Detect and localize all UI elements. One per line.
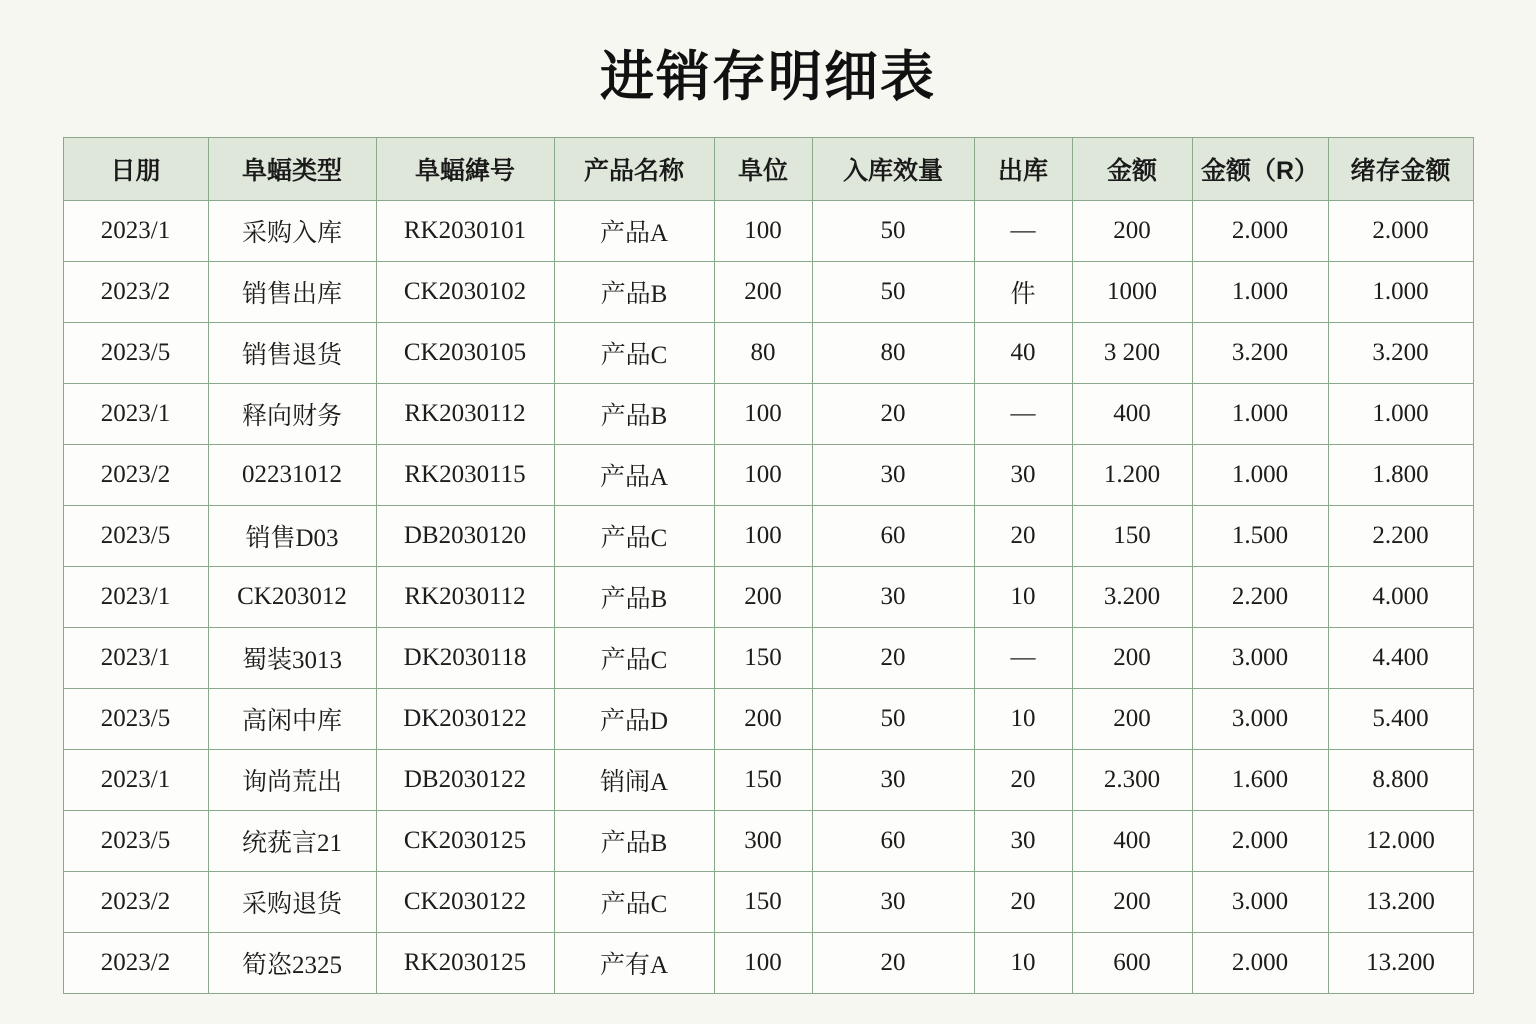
table-cell: 4.400 (1328, 628, 1473, 689)
table-cell: 13.200 (1328, 872, 1473, 933)
table-cell: 销售出库 (208, 262, 376, 323)
table-cell: 2023/5 (63, 323, 208, 384)
table-cell: 2.000 (1192, 201, 1328, 262)
table-cell: 100 (714, 201, 812, 262)
table-cell: 02231012 (208, 445, 376, 506)
table-cell: 20 (974, 750, 1072, 811)
table-cell: 产品B (554, 262, 714, 323)
table-cell: DK2030122 (376, 689, 554, 750)
table-cell: 2023/5 (63, 811, 208, 872)
table-cell: 1.000 (1328, 262, 1473, 323)
table-cell: 8.800 (1328, 750, 1473, 811)
table-cell: 1.600 (1192, 750, 1328, 811)
table-cell: 3 200 (1072, 323, 1192, 384)
table-cell: — (974, 384, 1072, 445)
table-cell: 100 (714, 933, 812, 994)
table-cell: 2023/2 (63, 445, 208, 506)
table-cell: 2023/1 (63, 567, 208, 628)
table-cell: 50 (812, 201, 974, 262)
table-cell: 600 (1072, 933, 1192, 994)
table-cell: 销闹A (554, 750, 714, 811)
table-cell: — (974, 628, 1072, 689)
table-cell: 产品A (554, 445, 714, 506)
table-cell: 件 (974, 262, 1072, 323)
table-cell: 2.300 (1072, 750, 1192, 811)
table-cell: 采购退货 (208, 872, 376, 933)
table-cell: 50 (812, 689, 974, 750)
column-header-inbound-qty: 入库效量 (812, 138, 974, 201)
table-cell: 3.200 (1328, 323, 1473, 384)
table-cell: 1.000 (1328, 384, 1473, 445)
table-cell: 产品C (554, 872, 714, 933)
table-cell: 150 (714, 872, 812, 933)
table-cell: 1.000 (1192, 384, 1328, 445)
table-cell: 3.000 (1192, 872, 1328, 933)
table-cell: 200 (1072, 628, 1192, 689)
table-row (63, 628, 1473, 689)
table-cell: 20 (974, 872, 1072, 933)
table-cell: 50 (812, 262, 974, 323)
table-cell: 30 (812, 445, 974, 506)
table-cell: 2023/1 (63, 628, 208, 689)
table-cell: 产有A (554, 933, 714, 994)
table-cell: CK2030125 (376, 811, 554, 872)
column-header-unit: 阜位 (714, 138, 812, 201)
table-cell: 2023/2 (63, 262, 208, 323)
table-cell: 产品B (554, 567, 714, 628)
table-row (63, 506, 1473, 567)
column-header-amount: 金额 (1072, 138, 1192, 201)
table-cell: 400 (1072, 384, 1192, 445)
table-cell: 1.000 (1192, 445, 1328, 506)
table-cell: 10 (974, 567, 1072, 628)
table-row (63, 689, 1473, 750)
table-cell: 150 (714, 628, 812, 689)
table-cell: 30 (812, 567, 974, 628)
table-cell: 2023/1 (63, 750, 208, 811)
table-row (63, 750, 1473, 811)
table-cell: CK2030105 (376, 323, 554, 384)
table-cell: 产品B (554, 384, 714, 445)
table-header-row (63, 138, 1473, 201)
table-cell: RK2030112 (376, 384, 554, 445)
table-cell: 2.000 (1192, 811, 1328, 872)
table-row (63, 567, 1473, 628)
table-cell: RK2030101 (376, 201, 554, 262)
table-cell: 2023/1 (63, 384, 208, 445)
table-cell: 150 (714, 750, 812, 811)
table-cell: 5.400 (1328, 689, 1473, 750)
table-cell: 1.500 (1192, 506, 1328, 567)
column-header-date: 日朋 (63, 138, 208, 201)
table-cell: RK2030112 (376, 567, 554, 628)
table-row (63, 445, 1473, 506)
table-cell: 产品A (554, 201, 714, 262)
table-cell: 2023/2 (63, 872, 208, 933)
table-cell: 释向财务 (208, 384, 376, 445)
table-cell: 60 (812, 811, 974, 872)
table-cell: 30 (812, 872, 974, 933)
table-cell: DK2030118 (376, 628, 554, 689)
table-cell: 销售D03 (208, 506, 376, 567)
table-cell: DB2030120 (376, 506, 554, 567)
table-cell: 产品C (554, 323, 714, 384)
column-header-amount-r: 金额（R） (1192, 138, 1328, 201)
table-body (63, 201, 1473, 994)
table-row (63, 384, 1473, 445)
table-cell: 10 (974, 933, 1072, 994)
table-cell: 400 (1072, 811, 1192, 872)
table-cell: 100 (714, 384, 812, 445)
table-cell: 筍恣2325 (208, 933, 376, 994)
table-cell: 200 (714, 689, 812, 750)
table-cell: 30 (974, 811, 1072, 872)
table-cell: 产品B (554, 811, 714, 872)
table-cell: 3.000 (1192, 689, 1328, 750)
column-header-product-name: 产品名称 (554, 138, 714, 201)
table-cell: 3.000 (1192, 628, 1328, 689)
table-cell: 统莸言21 (208, 811, 376, 872)
table-cell: 1.000 (1192, 262, 1328, 323)
table-cell: 销售退货 (208, 323, 376, 384)
table-cell: 60 (812, 506, 974, 567)
table-cell: 2023/1 (63, 201, 208, 262)
table-cell: 20 (812, 384, 974, 445)
inventory-detail-table (63, 137, 1474, 994)
table-cell: RK2030115 (376, 445, 554, 506)
table-cell: 2023/5 (63, 506, 208, 567)
table-cell: CK2030122 (376, 872, 554, 933)
table-cell: 30 (974, 445, 1072, 506)
page-title: 进销存明细表 (600, 47, 936, 107)
table-row (63, 262, 1473, 323)
table-row (63, 811, 1473, 872)
table-cell: 2.200 (1328, 506, 1473, 567)
table-cell: 20 (812, 628, 974, 689)
table-row (63, 933, 1473, 994)
table-cell: 200 (1072, 201, 1192, 262)
table-cell: 3.200 (1192, 323, 1328, 384)
table-cell: 2.000 (1328, 201, 1473, 262)
column-header-doc-number: 阜蝠緯号 (376, 138, 554, 201)
table-cell: 产品D (554, 689, 714, 750)
table-cell: 10 (974, 689, 1072, 750)
table-cell: 200 (714, 262, 812, 323)
table-cell: 产品C (554, 628, 714, 689)
table-cell: 100 (714, 445, 812, 506)
table-cell: RK2030125 (376, 933, 554, 994)
table-cell: — (974, 201, 1072, 262)
table-cell: 80 (714, 323, 812, 384)
table-row (63, 872, 1473, 933)
column-header-doc-type: 阜蝠类型 (208, 138, 376, 201)
table-cell: 3.200 (1072, 567, 1192, 628)
column-header-balance-amount: 绪存金额 (1328, 138, 1473, 201)
table-cell: 200 (1072, 689, 1192, 750)
table-cell: 询尚荒出 (208, 750, 376, 811)
table-cell: 200 (1072, 872, 1192, 933)
table-cell: CK2030102 (376, 262, 554, 323)
table-cell: 12.000 (1328, 811, 1473, 872)
table-cell: 20 (812, 933, 974, 994)
table-cell: 30 (812, 750, 974, 811)
table-cell: 80 (812, 323, 974, 384)
table-cell: 200 (714, 567, 812, 628)
table-cell: 150 (1072, 506, 1192, 567)
table-cell: 13.200 (1328, 933, 1473, 994)
table-cell: 2023/2 (63, 933, 208, 994)
table-cell: 20 (974, 506, 1072, 567)
table-cell: DB2030122 (376, 750, 554, 811)
table-cell: CK203012 (208, 567, 376, 628)
table-cell: 1.800 (1328, 445, 1473, 506)
table-cell: 4.000 (1328, 567, 1473, 628)
table-cell: 300 (714, 811, 812, 872)
table-cell: 产品C (554, 506, 714, 567)
table-cell: 40 (974, 323, 1072, 384)
table-cell: 2023/5 (63, 689, 208, 750)
table-row (63, 201, 1473, 262)
table-cell: 高闲中库 (208, 689, 376, 750)
table-cell: 蜀装3013 (208, 628, 376, 689)
column-header-outbound: 出库 (974, 138, 1072, 201)
table-cell: 1.200 (1072, 445, 1192, 506)
table-cell: 2.000 (1192, 933, 1328, 994)
table-cell: 1000 (1072, 262, 1192, 323)
table-cell: 采购入库 (208, 201, 376, 262)
table-cell: 2.200 (1192, 567, 1328, 628)
table-cell: 100 (714, 506, 812, 567)
table-row (63, 323, 1473, 384)
